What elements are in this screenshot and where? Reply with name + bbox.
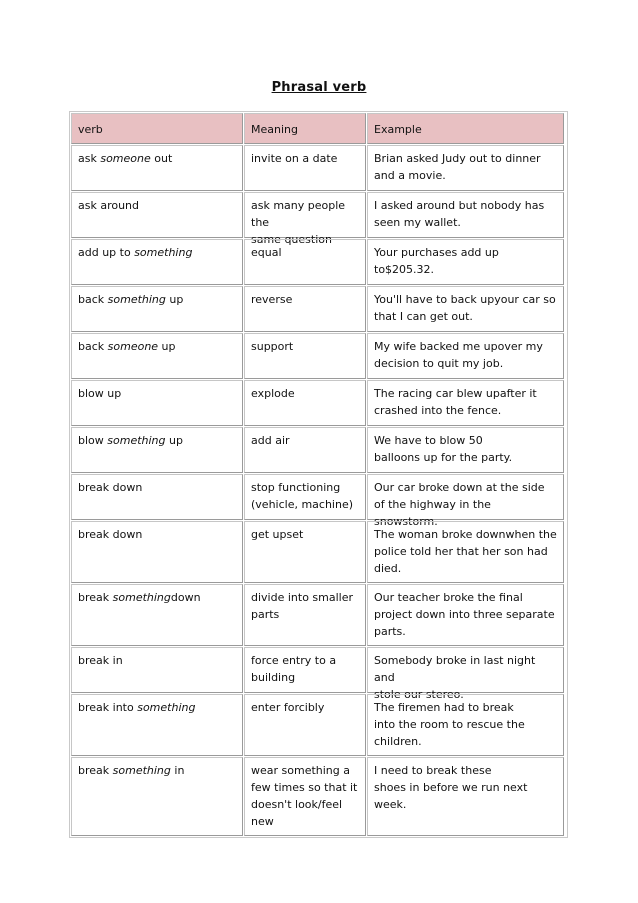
verb-text: break into bbox=[78, 701, 138, 714]
example-cell-line: that I can get out. bbox=[374, 310, 473, 323]
meaning-cell-line: get upset bbox=[251, 528, 304, 541]
meaning-cell bbox=[244, 584, 366, 646]
meaning-cell-line: equal bbox=[251, 246, 282, 259]
verb-object-placeholder: someone bbox=[100, 152, 151, 165]
verb-object-placeholder: something bbox=[107, 293, 166, 306]
meaning-cell bbox=[244, 757, 366, 836]
verb-cell bbox=[71, 145, 243, 191]
meaning-cell-line: explode bbox=[251, 387, 295, 400]
meaning-cell bbox=[244, 286, 366, 332]
verb-text: add up to bbox=[78, 246, 135, 259]
meaning-cell bbox=[244, 474, 366, 520]
meaning-cell-line: doesn't look/feel bbox=[251, 798, 343, 811]
verb-cell bbox=[71, 239, 243, 285]
example-cell-line: decision to quit my job. bbox=[374, 357, 504, 370]
meaning-cell bbox=[244, 521, 366, 583]
meaning-cell-line: enter forcibly bbox=[251, 701, 325, 714]
example-cell-line: police told her that her son had bbox=[374, 545, 548, 558]
example-cell-line: We have to blow 50 bbox=[374, 434, 483, 447]
verb-text: break in bbox=[78, 654, 123, 667]
verb-text: blow up bbox=[78, 387, 122, 400]
verb-object-placeholder: something bbox=[134, 246, 193, 259]
meaning-cell-line: reverse bbox=[251, 293, 293, 306]
example-cell-line: Your purchases add up bbox=[374, 246, 499, 259]
table-row bbox=[71, 239, 566, 285]
example-cell bbox=[367, 380, 564, 426]
example-cell-line: crashed into the fence. bbox=[374, 404, 502, 417]
verb-text: up bbox=[165, 293, 184, 306]
verb-cell bbox=[71, 380, 243, 426]
verb-text: ask bbox=[78, 152, 101, 165]
verb-cell bbox=[71, 474, 243, 520]
verb-cell bbox=[71, 521, 243, 583]
example-cell-line: Our car broke down at the side bbox=[374, 481, 545, 494]
table-row bbox=[71, 333, 566, 379]
example-cell-line: and a movie. bbox=[374, 169, 446, 182]
meaning-cell bbox=[244, 427, 366, 473]
verb-cell bbox=[71, 647, 243, 693]
verb-cell bbox=[71, 192, 243, 238]
verb-text: down bbox=[170, 591, 201, 604]
verb-cell bbox=[71, 286, 243, 332]
example-cell bbox=[367, 192, 564, 238]
meaning-cell-line: divide into smaller bbox=[251, 591, 354, 604]
header-meaning: Meaning bbox=[244, 113, 366, 144]
example-cell bbox=[367, 427, 564, 473]
example-cell-line: to$205.32. bbox=[374, 263, 435, 276]
example-cell-line: The firemen had to break bbox=[374, 701, 514, 714]
example-cell-line: parts. bbox=[374, 625, 406, 638]
table-row bbox=[71, 757, 566, 836]
meaning-cell-line: stop functioning bbox=[251, 481, 341, 494]
verb-cell bbox=[71, 694, 243, 756]
verb-text: back bbox=[78, 293, 108, 306]
example-cell bbox=[367, 757, 564, 836]
example-cell bbox=[367, 239, 564, 285]
example-cell bbox=[367, 474, 564, 528]
example-cell-line: My wife backed me upover my bbox=[374, 340, 543, 353]
table-header-row bbox=[71, 113, 566, 144]
table-row bbox=[71, 474, 566, 528]
verb-text: break bbox=[78, 764, 113, 777]
meaning-cell-line: new bbox=[251, 815, 274, 828]
meaning-cell bbox=[244, 239, 366, 285]
verb-object-placeholder: something bbox=[107, 434, 166, 447]
example-cell-line: Our teacher broke the final bbox=[374, 591, 523, 604]
example-cell bbox=[367, 584, 564, 646]
meaning-cell-line: parts bbox=[251, 608, 280, 621]
verb-text: out bbox=[150, 152, 173, 165]
example-cell bbox=[367, 694, 564, 756]
example-cell-line: project down into three separate bbox=[374, 608, 555, 621]
table-row bbox=[71, 380, 566, 426]
verb-text: back bbox=[78, 340, 108, 353]
table-row bbox=[71, 521, 566, 583]
meaning-cell-line: ask many people the bbox=[251, 199, 346, 229]
meaning-cell-line: building bbox=[251, 671, 296, 684]
verb-cell bbox=[71, 333, 243, 379]
example-cell-line: Brian asked Judy out to dinner bbox=[374, 152, 541, 165]
table-row bbox=[71, 145, 566, 191]
verb-cell bbox=[71, 427, 243, 473]
example-cell-line: I asked around but nobody has bbox=[374, 199, 545, 212]
verb-text: up bbox=[158, 340, 176, 353]
example-cell-line: I need to break these bbox=[374, 764, 492, 777]
table-row bbox=[71, 647, 566, 701]
table-row bbox=[71, 584, 566, 646]
example-cell bbox=[367, 286, 564, 332]
meaning-cell bbox=[244, 694, 366, 756]
meaning-cell-line: add air bbox=[251, 434, 290, 447]
example-cell-line: shoes in before we run next bbox=[374, 781, 528, 794]
header-example: Example bbox=[367, 113, 564, 144]
verb-cell bbox=[71, 584, 243, 646]
meaning-cell bbox=[244, 333, 366, 379]
table-row bbox=[71, 427, 566, 473]
example-cell-line: into the room to rescue the bbox=[374, 718, 525, 731]
verb-object-placeholder: something bbox=[112, 591, 171, 604]
page-title: Phrasal verb bbox=[271, 80, 367, 95]
meaning-cell-line: support bbox=[251, 340, 294, 353]
example-cell bbox=[367, 333, 564, 379]
meaning-cell bbox=[244, 380, 366, 426]
example-cell-line: stole our stereo. bbox=[374, 688, 464, 701]
meaning-cell-line: (vehicle, machine) bbox=[251, 498, 354, 511]
verb-text: break down bbox=[78, 528, 143, 541]
header-verb: verb bbox=[71, 113, 243, 144]
table-row bbox=[71, 694, 566, 756]
verb-cell bbox=[71, 757, 243, 836]
example-cell-line: The woman broke downwhen the bbox=[374, 528, 557, 541]
verb-object-placeholder: something bbox=[112, 764, 171, 777]
example-cell-line: children. bbox=[374, 735, 422, 748]
phrasal-verb-table bbox=[69, 111, 568, 838]
meaning-cell bbox=[244, 192, 366, 246]
meaning-cell-line: few times so that it bbox=[251, 781, 358, 794]
example-cell-line: balloons up for the party. bbox=[374, 451, 513, 464]
verb-object-placeholder: something bbox=[137, 701, 196, 714]
verb-object-placeholder: someone bbox=[107, 340, 159, 353]
example-cell-line: died. bbox=[374, 562, 402, 575]
example-cell-line: week. bbox=[374, 798, 407, 811]
meaning-cell bbox=[244, 145, 366, 191]
example-cell-line: seen my wallet. bbox=[374, 216, 461, 229]
verb-text: break down bbox=[78, 481, 143, 494]
verb-text: blow bbox=[78, 434, 108, 447]
example-cell-line: You'll have to back upyour car so bbox=[374, 293, 556, 306]
example-cell-line: Somebody broke in last night and bbox=[374, 654, 536, 684]
example-cell-line: The racing car blew upafter it bbox=[374, 387, 537, 400]
meaning-cell-line: same question bbox=[251, 233, 332, 246]
verb-text: in bbox=[170, 764, 185, 777]
example-cell bbox=[367, 145, 564, 191]
meaning-cell-line: force entry to a bbox=[251, 654, 337, 667]
meaning-cell bbox=[244, 647, 366, 693]
example-cell-line: of the highway in the snowstorm. bbox=[374, 498, 491, 528]
example-cell bbox=[367, 521, 564, 583]
table-row bbox=[71, 192, 566, 246]
verb-text: break bbox=[78, 591, 113, 604]
meaning-cell-line: wear something a bbox=[251, 764, 350, 777]
verb-text: up bbox=[165, 434, 183, 447]
example-cell bbox=[367, 647, 564, 701]
table-row bbox=[71, 286, 566, 332]
table-body bbox=[71, 145, 566, 836]
verb-text: ask around bbox=[78, 199, 140, 212]
meaning-cell-line: invite on a date bbox=[251, 152, 338, 165]
